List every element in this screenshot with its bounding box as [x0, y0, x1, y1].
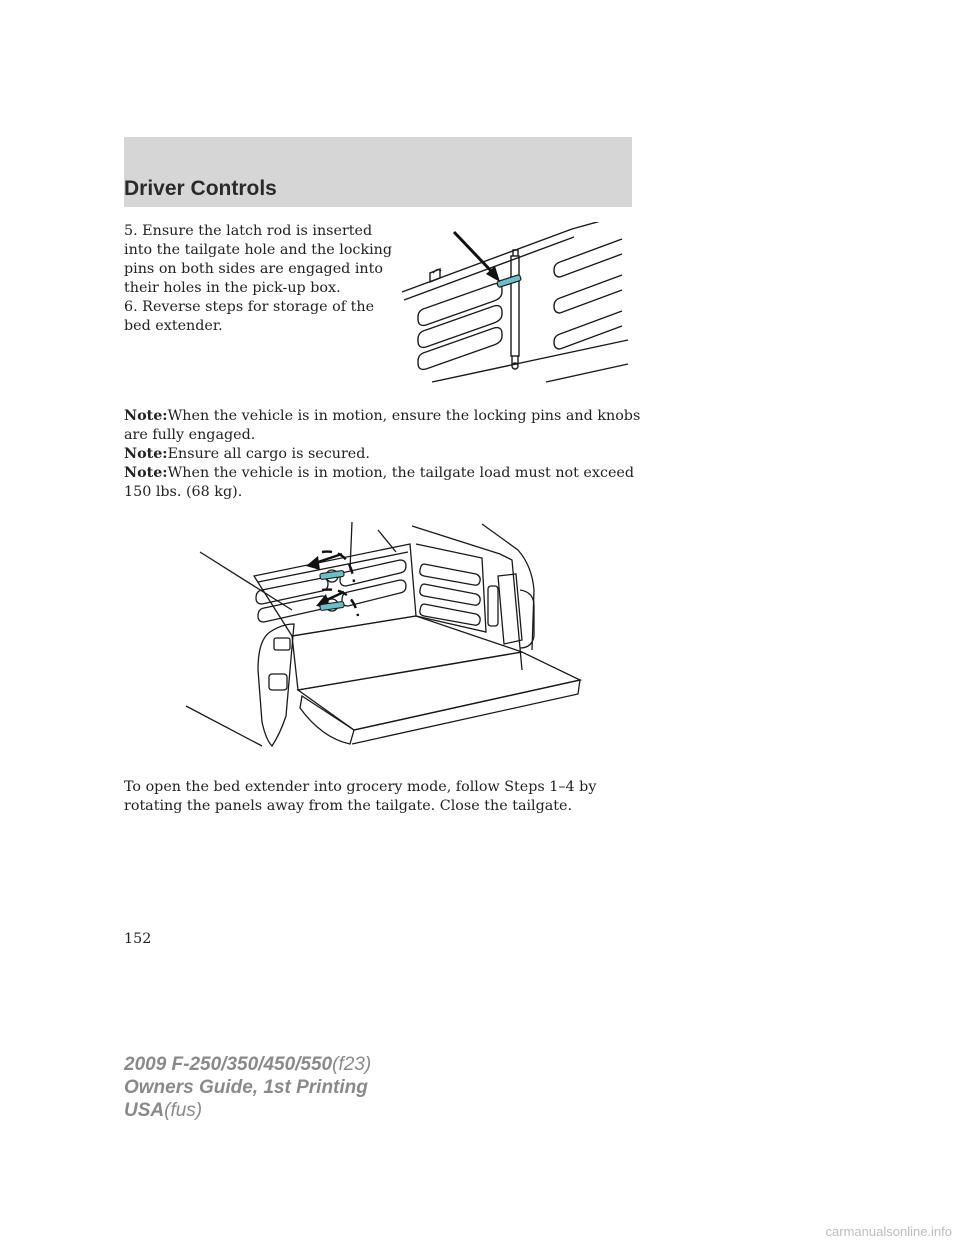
footer-line-3 [124, 1099, 371, 1122]
footer-line-1 [124, 1053, 371, 1076]
page-number: 152 [124, 931, 152, 947]
note-motion-pins [124, 407, 644, 445]
watermark: carmanualsonline.info [825, 1224, 952, 1239]
footer-region-code: (fus) [164, 1100, 203, 1121]
bed-extender-illustration [182, 520, 584, 752]
step-5-text: 5. Ensure the latch rod is inserted into the tailgate hole and the locking pins on both sides are engaged into their holes in the pick-up box. [124, 223, 393, 296]
footer-model-code: (f23) [332, 1054, 372, 1075]
grocery-mode-text: To open the bed extender into grocery mode, follow Steps 1–4 by rotating the panels away from the tailgate. Close the tailgate. [124, 779, 597, 814]
footer-region: USA [124, 1100, 165, 1121]
footer-model: 2009 F-250/350/450/550 [124, 1054, 333, 1075]
note-label: Note: [124, 465, 168, 481]
note-tailgate-load [124, 464, 644, 502]
document-footer [124, 1053, 371, 1122]
note-text: Ensure all cargo is secured. [167, 446, 370, 462]
step-6-text: 6. Reverse steps for storage of the bed extender. [124, 299, 375, 334]
note-label: Note: [124, 408, 168, 424]
section-title: Driver Controls [124, 177, 277, 200]
section-header [124, 137, 632, 207]
note-text: When the vehicle is in motion, the tailgate load must not exceed 150 lbs. (68 kg). [124, 465, 635, 500]
footer-line-2: Owners Guide, 1st Printing [124, 1077, 368, 1098]
note-text: When the vehicle is in motion, ensure the locking pins and knobs are fully engaged. [124, 408, 641, 443]
note-cargo-secured [124, 445, 644, 464]
latch-rod-illustration [396, 222, 632, 386]
note-label: Note: [124, 446, 168, 462]
